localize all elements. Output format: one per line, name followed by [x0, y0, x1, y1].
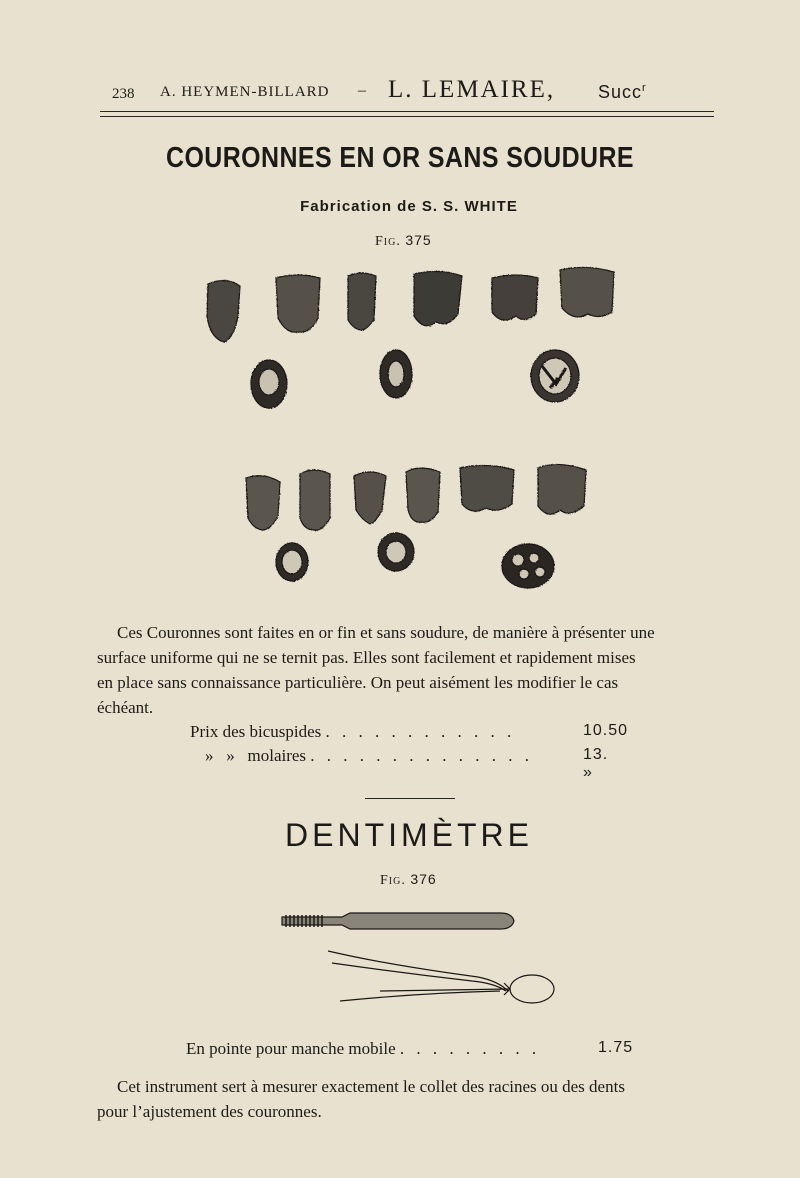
description-line: en place sans connaissance particulière. On peut aisément les modifier le cas — [97, 673, 619, 692]
description-line: échéant. — [97, 698, 154, 717]
price-dots: . . . . . . . . . . . . . . — [310, 746, 534, 765]
description-line: Cet instrument sert à mesurer exactement le collet des racines ou des dents — [117, 1077, 625, 1096]
description-line: Ces Couronnes sont faites en or fin et sans soudure, de manière à présenter une — [117, 623, 655, 642]
header-company: L. LEMAIRE, — [388, 76, 556, 103]
price-value: 1.75 — [598, 1039, 634, 1056]
page-number: 238 — [112, 86, 135, 102]
header-dash: – — [358, 82, 366, 99]
price-label: En pointe pour manche mobile — [186, 1039, 396, 1058]
header-rule-bottom — [100, 116, 714, 117]
header-author: A. HEYMEN-BILLARD — [160, 84, 330, 100]
header-successor: Succ$^r$ — [598, 82, 647, 102]
description-line: surface uniforme qui ne se ternit pas. Elles sont facilement et rapidement mises — [97, 648, 636, 667]
price-label: Prix des bicuspides — [190, 722, 322, 741]
crowns-illustration — [190, 262, 630, 602]
description-line: pour l’ajustement des couronnes. — [97, 1102, 322, 1121]
price-dots: . . . . . . . . . — [399, 1039, 541, 1058]
price-dots: . . . . . . . . . . . . — [325, 722, 516, 741]
section-separator — [365, 798, 455, 799]
price-value: 13. » — [583, 746, 609, 781]
figure-caption-375: Fig. 375 — [375, 232, 432, 249]
price-value: 10.50 — [583, 722, 629, 739]
price-line-molaires — [205, 746, 609, 781]
running-header — [100, 76, 714, 106]
figure-caption-376: Fig. 376 — [380, 871, 437, 888]
dentimetre-illustration — [270, 905, 570, 1015]
price-label: » » molaires — [205, 746, 307, 765]
section-title-dentimetre: DENTIMÈTRE — [285, 817, 533, 853]
section-title-couronnes: COURONNES EN OR SANS SOUDURE — [166, 142, 634, 174]
header-rule-top — [100, 111, 714, 112]
couronnes-description — [97, 620, 709, 720]
dentimetre-description — [97, 1074, 727, 1124]
price-line-bicuspides — [190, 722, 629, 742]
price-line-dentimetre — [186, 1039, 634, 1059]
section-subtitle: Fabrication de S. S. WHITE — [300, 198, 518, 215]
